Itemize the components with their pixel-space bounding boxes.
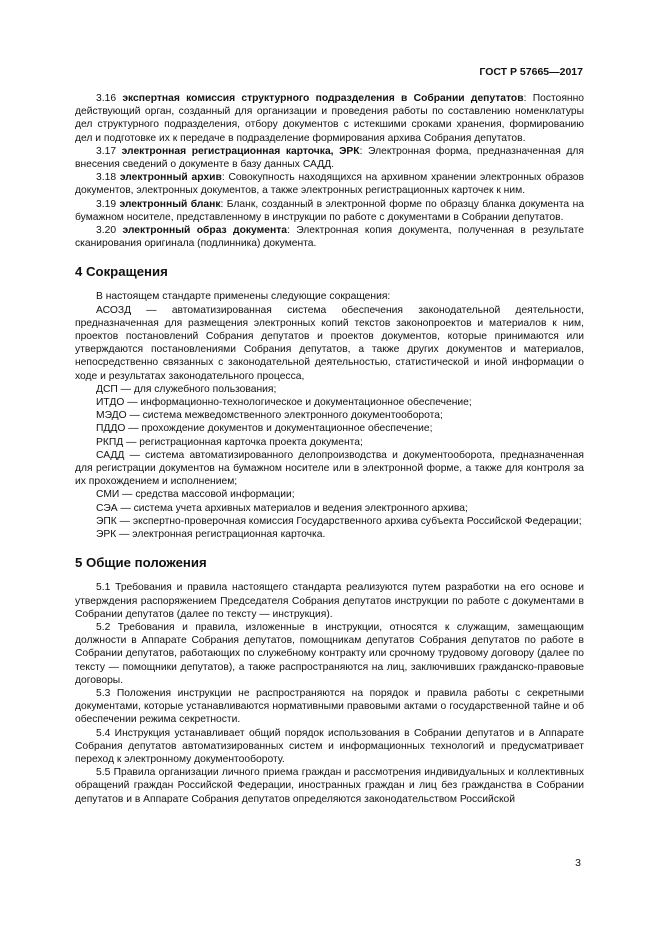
term-definition: : Электронная копия документа, полученная в результате сканирования оригинала (подлинника) документа. [75,225,585,250]
standard-header: ГОСТ Р 57665—2017 [479,66,583,78]
provision-paragraph: 5.3 Положения инструкции не распространяются на порядок и правила работы с секретными документами, которые устанавливаются нормативными правовыми актами о государственной тайне и об обеспечении режима секретности. [75,687,584,726]
general-provisions [75,581,584,805]
term-number: 3.19 [96,198,117,210]
term-name: экспертная комиссия структурного подразделения в Собрании депутатов [122,93,524,104]
term-name: электронный архив [119,172,222,184]
page-number: 3 [575,856,581,869]
abbreviation-item: МЭДО — система межведомственного электронного документооборота; [96,410,443,422]
abbreviation-item: СМИ — средства массовой информации; [96,489,295,501]
term-definition: : Совокупность находящихся на архивном хранении электронных образов документов, электронных документов, а также электронных регистрационных карточек к ним. [75,172,584,197]
term-number: 3.18 [96,172,117,184]
term-number: 3.20 [96,225,117,237]
provision-paragraph: 5.4 Инструкция устанавливает общий порядок использования в Собрании депутатов и в Аппарате Собрания депутатов автоматизированных систем и информационных технологий и предусматривает переход к электронному документообороту. [75,727,584,765]
abbreviation-item: ЭРК — электронная регистрационная карточка. [96,529,326,541]
provision-paragraph: 5.1 Требования и правила настоящего стандарта реализуются путем разработки на его основе и утверждения распоряжением Председателя Собрания депутатов инструкции по работе с документами в Собрании депутатов (далее по тексту — инструкция). [75,582,584,620]
term-name: электронная регистрационная карточка, ЭРК [121,145,360,157]
term-number: 3.17 [96,145,117,157]
term-definition: : Постоянно действующий орган, созданный для организации и проведения работы по составлению номенклатуры дел структурного подразделения, отбору документов с истекшими сроками хранения, формированию дел и подготовке их к передаче в подразделение формирования архива Собрания депутатов. [75,93,584,144]
provision-paragraph: 5.2 Требования и правила, изложенные в инструкции, относятся к служащим, замещающим должности в Аппарате Собрания депутатов, помощникам депутатов Собрания депутатов по работе в Собрании депутатов, работающих по служебному контракту или срочному трудовому договору (далее по тексту — помощники депутатов), а также распространяются на лиц, заключивших гражданско-правовые договоры. [75,621,584,686]
abbreviation-item: ПДДО — прохождение документов и документационное обеспечение; [96,423,433,435]
term-number: 3.16 [96,93,117,104]
term-definition: : Бланк, созданный в электронной форме по образцу бланка документа на бумажном носителе, представленному в инструкции по работе с документами в Собрании депутатов. [75,198,584,223]
abbreviation-item: ЭПК — экспертно-проверочная комиссия Государственного архива субъекта Российской Федерации; [96,515,582,527]
abbreviation-item: ИТДО — информационно-технологическое и документационное обеспечение; [96,397,472,409]
term-name: электронный образ документа [122,225,287,237]
abbreviation-item: ДСП — для служебного пользования; [96,383,277,395]
term-paragraph [75,198,584,224]
section-4-title: 4 Сокращения [75,264,168,280]
abbreviation-item: РКПД — регистрационная карточка проекта документа; [96,436,363,448]
term-name: электронный бланк [119,198,221,210]
term-definition: : Электронная форма, предназначенная для внесения сведений о документе в базу данных САДД. [75,145,584,171]
abbreviations-list [75,290,584,541]
abbreviation-item: САДД — система автоматизированного делопроизводства и документооборота, предназначенная для регистрации документов на бумажном носителе или в электронной форме, а также для контроля за их прохождением и исполнением; [75,449,584,488]
section-5-title: 5 Общие положения [75,555,207,571]
term-paragraph [75,171,584,197]
abbreviation-item: СЭА — система учета архивных материалов и ведения электронного архива; [96,502,468,514]
abbreviation-item: АСОЗД — автоматизированная система обеспечения законодательной деятельности, предназначенная для размещения электронных копий текстов законопроектов и материалов к ним, проектов постановлений Собрания депутатов и проектов документов, которые принимаются или утверждаются постановлениями Собрания депутатов, а также других документов и материалов, непосредственно связанных с законодательной деятельностью, статистической и иной информации о ходе и результатах законодательного процесса, [75,304,584,382]
abbreviations-intro: В настоящем стандарте применены следующие сокращения: [96,291,391,303]
provision-paragraph: 5.5 Правила организации личного приема граждан и рассмотрения индивидуальных и коллективных обращений граждан Российской Федерации, иностранных граждан и лиц без гражданства в Собрании депутатов и в Аппарате Собрания депутатов определяются законодательством Российской [75,767,584,805]
term-paragraph [75,145,584,171]
term-paragraph [75,224,584,250]
page-content [75,92,584,806]
term-paragraph [75,92,584,145]
terms-list [75,92,584,250]
